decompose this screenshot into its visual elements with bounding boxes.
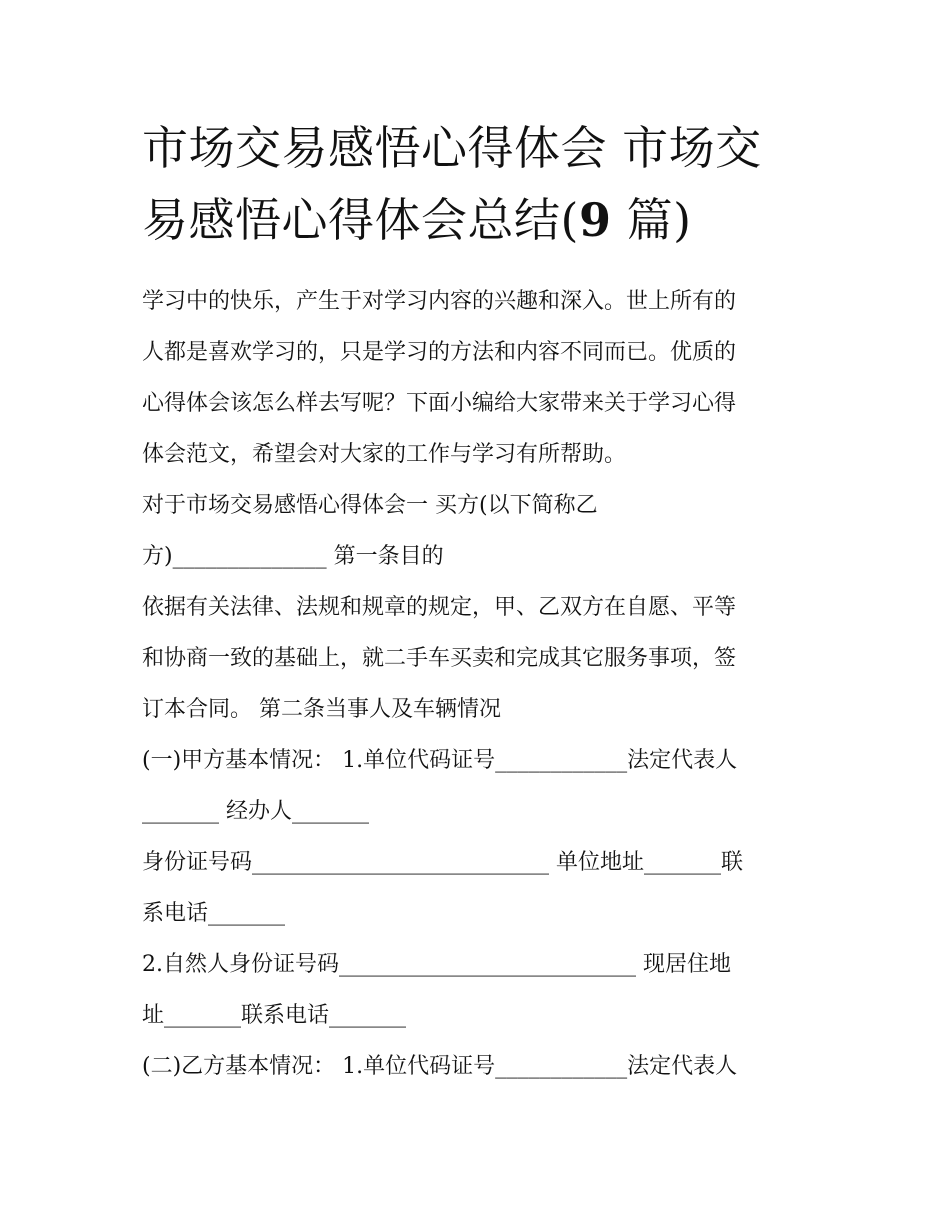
- body-line: (一)甲方基本情况： 1.单位代码证号____________法定代表人: [142, 748, 738, 773]
- title-line-2-suffix: 篇): [611, 193, 692, 247]
- title-line-1: 市场交易感悟心得体会 市场交: [142, 121, 762, 175]
- body-line: 体会范文，希望会对大家的工作与学习有所帮助。: [142, 442, 627, 467]
- body-line: 订本合同。 第二条当事人及车辆情况: [142, 697, 501, 722]
- body-line: 学习中的快乐，产生于对学习内容的兴趣和深入。世上所有的: [142, 289, 737, 314]
- body-line: 对于市场交易感悟心得体会一 买方(以下简称乙: [142, 493, 598, 518]
- document-title: [142, 112, 822, 256]
- title-line-2-number: 9: [578, 193, 612, 247]
- body-line: 依据有关法律、法规和规章的规定，甲、乙双方在自愿、平等: [142, 595, 737, 620]
- title-line-2-prefix: 易感悟心得体会总结(: [142, 193, 579, 247]
- body-line: 址_______联系电话_______: [142, 1003, 407, 1028]
- body-line: 身份证号码___________________________ 单位地址_______联: [142, 850, 743, 875]
- body-line: (二)乙方基本情况： 1.单位代码证号____________法定代表人: [142, 1054, 738, 1079]
- body-line: _______ 经办人_______: [142, 799, 369, 824]
- body-line: 系电话_______: [142, 901, 286, 926]
- body-line: 方)______________ 第一条目的: [142, 544, 444, 569]
- body-line: 和协商一致的基础上，就二手车买卖和完成其它服务事项，签: [142, 646, 737, 671]
- body-line: 2.自然人身份证号码___________________________ 现居住地: [142, 952, 731, 977]
- document-body: [142, 276, 814, 1092]
- body-line: 人都是喜欢学习的，只是学习的方法和内容不同而已。优质的: [142, 340, 737, 365]
- body-line: 心得体会该怎么样去写呢？下面小编给大家带来关于学习心得: [142, 391, 737, 416]
